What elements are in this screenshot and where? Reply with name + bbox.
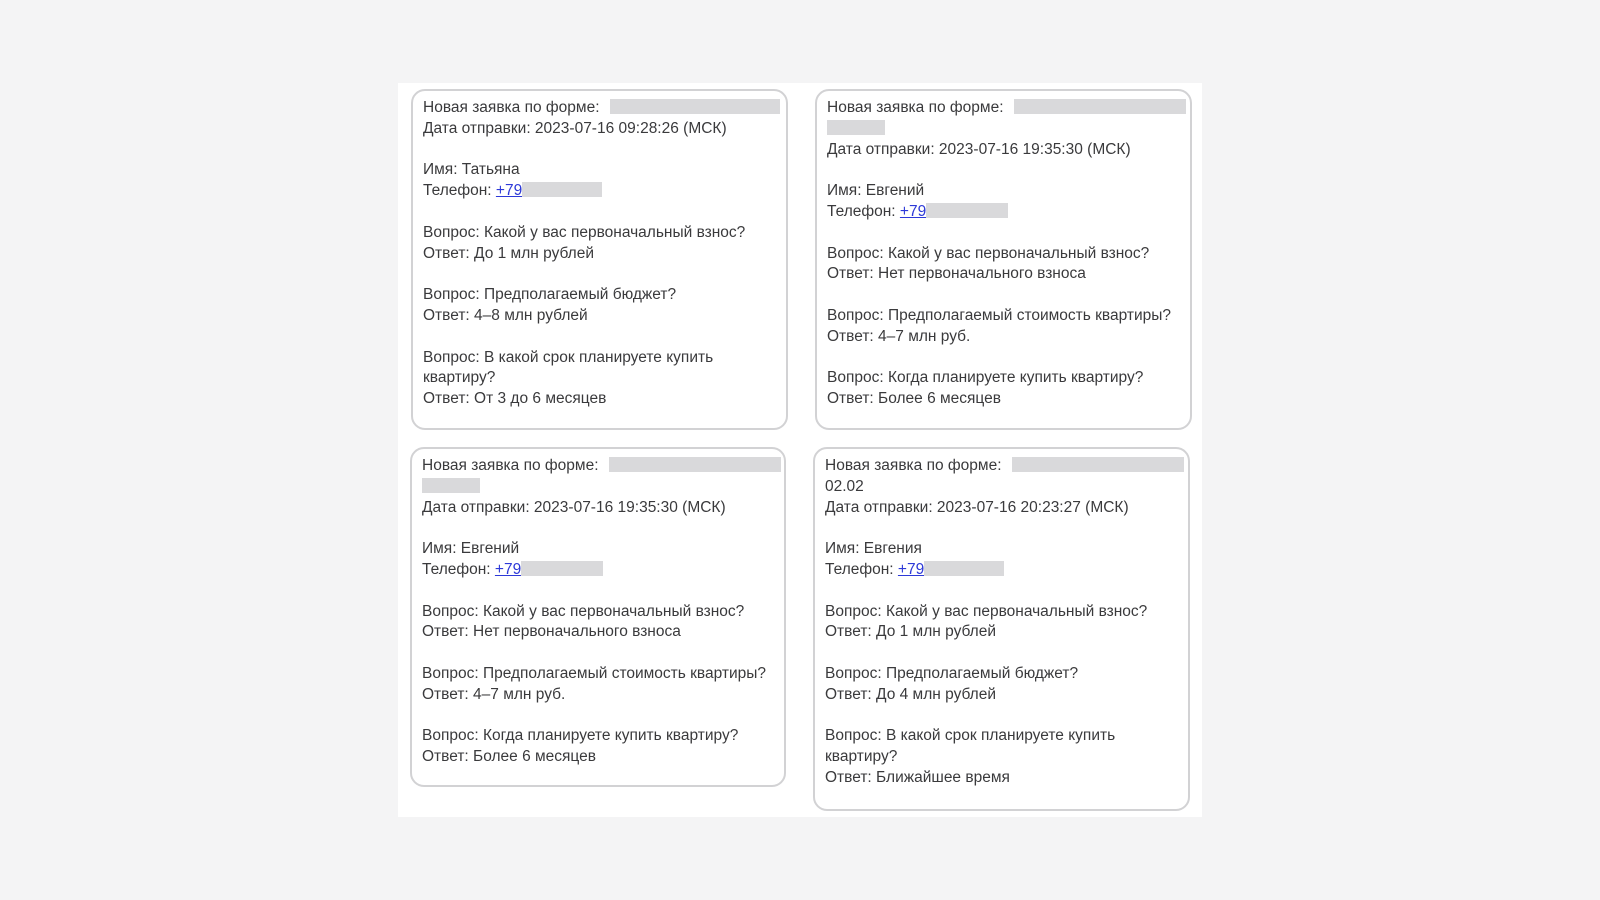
request-card-4 <box>813 447 1190 811</box>
question-3-continued: квартиру? <box>825 748 898 766</box>
phone-link[interactable]: +79 <box>495 182 523 200</box>
redacted-phone <box>924 561 1004 576</box>
phone-line <box>825 560 1178 581</box>
date-line: Дата отправки: 2023-07-16 19:35:30 (МСК) <box>422 498 726 516</box>
phone-line <box>827 202 1180 223</box>
request-card-1 <box>411 89 788 430</box>
answer-2: Ответ: 4–7 млн руб. <box>827 327 971 345</box>
answer-3: Ответ: Ближайшее время <box>825 768 1010 786</box>
question-3: Вопрос: Когда планируете купить квартиру? <box>422 727 739 745</box>
form-line-continued <box>827 119 1180 140</box>
question-1: Вопрос: Какой у вас первоначальный взнос? <box>827 244 1150 262</box>
form-label: Новая заявка по форме: <box>422 457 599 474</box>
question-3: Вопрос: В какой срок планируете купить <box>825 727 1116 745</box>
question-3: Вопрос: В какой срок планируете купить <box>423 348 714 366</box>
answer-1: Ответ: Нет первоначального взноса <box>827 265 1086 283</box>
question-2: Вопрос: Предполагаемый стоимость квартиры? <box>827 306 1172 324</box>
request-card-2 <box>815 89 1192 430</box>
phone-line <box>423 181 776 202</box>
question-1: Вопрос: Какой у вас первоначальный взнос? <box>423 223 746 241</box>
answer-2: Ответ: 4–7 млн руб. <box>422 685 566 703</box>
form-line <box>825 456 1178 477</box>
redacted-phone <box>522 182 602 197</box>
answer-2: Ответ: 4–8 млн рублей <box>423 306 588 324</box>
redacted-form-name-continued <box>422 478 480 493</box>
redacted-phone <box>926 203 1008 218</box>
phone-link[interactable]: +79 <box>897 560 925 578</box>
answer-3: Ответ: Более 6 месяцев <box>827 390 1001 408</box>
form-line-continued <box>422 477 774 498</box>
answer-3: Ответ: Более 6 месяцев <box>422 748 596 766</box>
phone-label: Телефон: <box>423 182 492 200</box>
phone-link[interactable]: +79 <box>899 202 927 220</box>
name-line: Имя: Татьяна <box>423 161 520 179</box>
redacted-form-name <box>610 99 780 114</box>
name-line: Имя: Евгения <box>825 540 922 558</box>
question-1: Вопрос: Какой у вас первоначальный взнос? <box>422 602 745 620</box>
answer-1: Ответ: До 1 млн рублей <box>825 623 996 641</box>
phone-label: Телефон: <box>827 202 896 220</box>
question-2: Вопрос: Предполагаемый стоимость квартиры? <box>422 664 767 682</box>
date-line: Дата отправки: 2023-07-16 19:35:30 (МСК) <box>827 140 1131 158</box>
form-label: Новая заявка по форме: <box>423 99 600 116</box>
answer-1: Ответ: Нет первоначального взноса <box>422 623 681 641</box>
phone-line <box>422 560 774 581</box>
form-line <box>423 98 776 119</box>
question-2: Вопрос: Предполагаемый бюджет? <box>825 664 1079 682</box>
answer-2: Ответ: До 4 млн рублей <box>825 685 996 703</box>
phone-label: Телефон: <box>422 560 491 578</box>
form-line <box>827 98 1180 119</box>
form-label: Новая заявка по форме: <box>825 457 1002 474</box>
question-1: Вопрос: Какой у вас первоначальный взнос? <box>825 602 1148 620</box>
request-card-3 <box>410 447 786 787</box>
redacted-form-name <box>609 457 781 472</box>
date-line: Дата отправки: 2023-07-16 20:23:27 (МСК) <box>825 498 1129 516</box>
form-line <box>422 456 774 477</box>
answer-1: Ответ: До 1 млн рублей <box>423 244 594 262</box>
name-line: Имя: Евгений <box>827 182 925 200</box>
question-2: Вопрос: Предполагаемый бюджет? <box>423 286 677 304</box>
form-label: Новая заявка по форме: <box>827 99 1004 116</box>
answer-3: Ответ: От 3 до 6 месяцев <box>423 390 607 408</box>
name-line: Имя: Евгений <box>422 540 520 558</box>
question-3-continued: квартиру? <box>423 369 496 387</box>
form-suffix: 02.02 <box>825 477 864 495</box>
redacted-form-name <box>1014 99 1186 114</box>
redacted-form-name-continued <box>827 120 885 135</box>
date-line: Дата отправки: 2023-07-16 09:28:26 (МСК) <box>423 119 727 137</box>
phone-label: Телефон: <box>825 560 894 578</box>
redacted-form-name <box>1012 457 1184 472</box>
redacted-phone <box>521 561 603 576</box>
question-3: Вопрос: Когда планируете купить квартиру? <box>827 369 1144 387</box>
phone-link[interactable]: +79 <box>494 560 522 578</box>
